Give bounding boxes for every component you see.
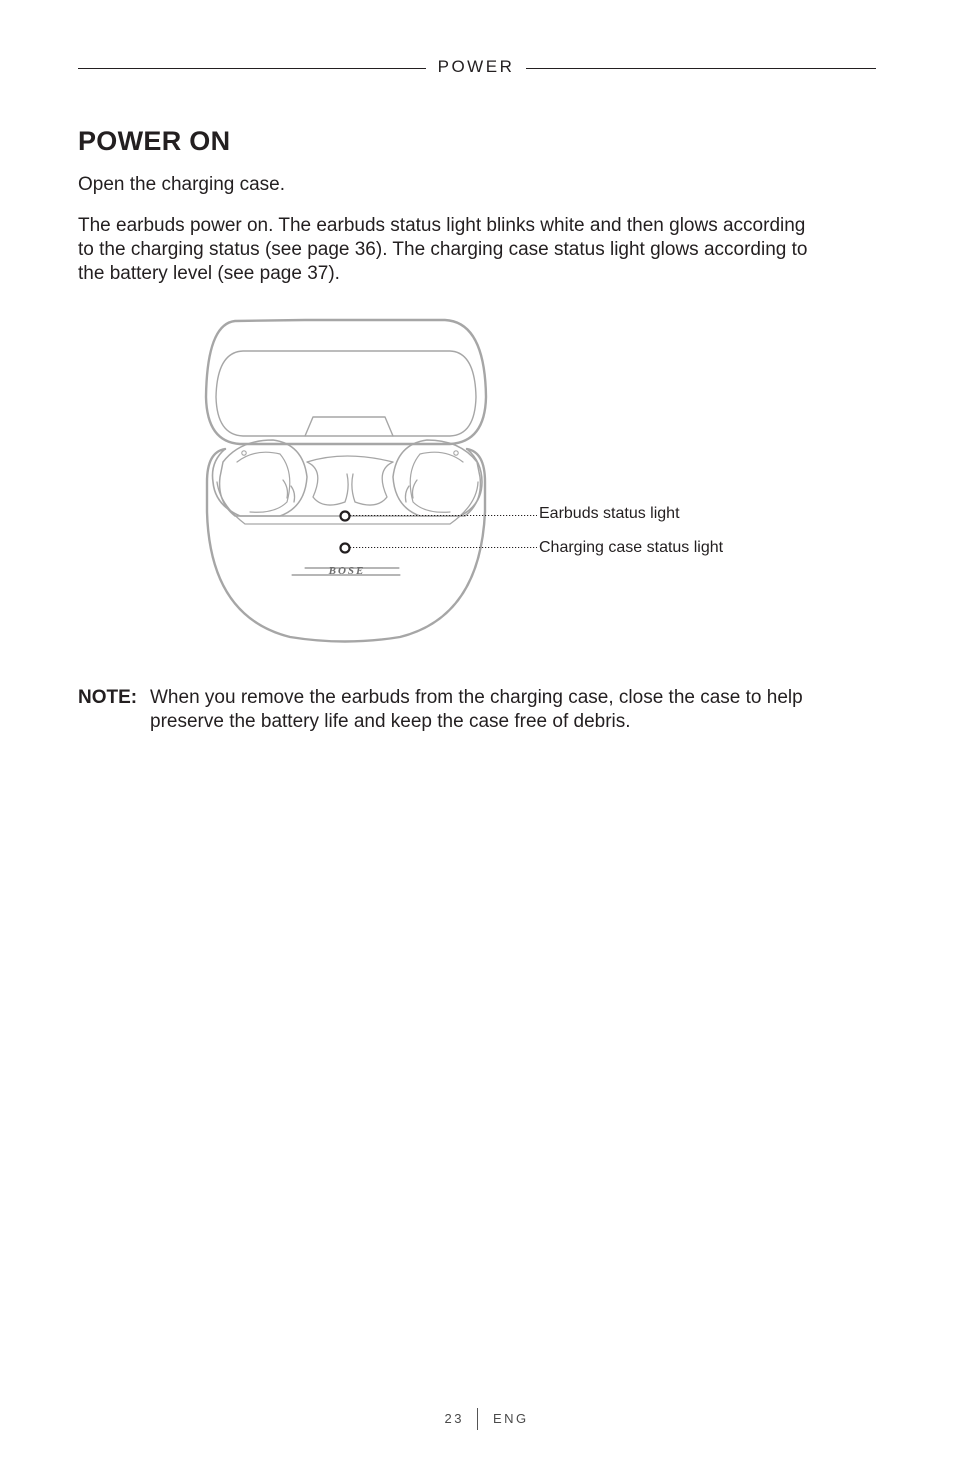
- note-text: When you remove the earbuds from the charging case, close the case to help preserve the battery life and keep the case free of debris.: [150, 687, 803, 732]
- note-label: NOTE:: [78, 687, 138, 708]
- instruction-paragraph: Open the charging case.: [78, 174, 286, 195]
- page-number: 23: [444, 1411, 464, 1426]
- footer-divider: [477, 1408, 478, 1430]
- page-title: POWER ON: [78, 126, 231, 156]
- svg-text:BOSE: BOSE: [328, 565, 366, 577]
- description-paragraph: The earbuds power on. The earbuds status light blinks white and then glows according to the charging status (see page 36). The charging case status light glows according to the battery level (see page 37).: [78, 215, 808, 284]
- page-footer: [0, 1408, 954, 1432]
- section-header: [78, 56, 876, 80]
- language-code: ENG: [493, 1411, 529, 1426]
- header-rule-left: [78, 68, 426, 69]
- bose-logo: [292, 565, 400, 577]
- header-rule-right: [526, 68, 876, 69]
- charging-case-status-light-callout: Charging case status light: [539, 539, 724, 556]
- section-label: POWER: [437, 57, 515, 76]
- charging-case-illustration: [195, 312, 505, 652]
- earbuds-status-light-callout: Earbuds status light: [539, 505, 680, 522]
